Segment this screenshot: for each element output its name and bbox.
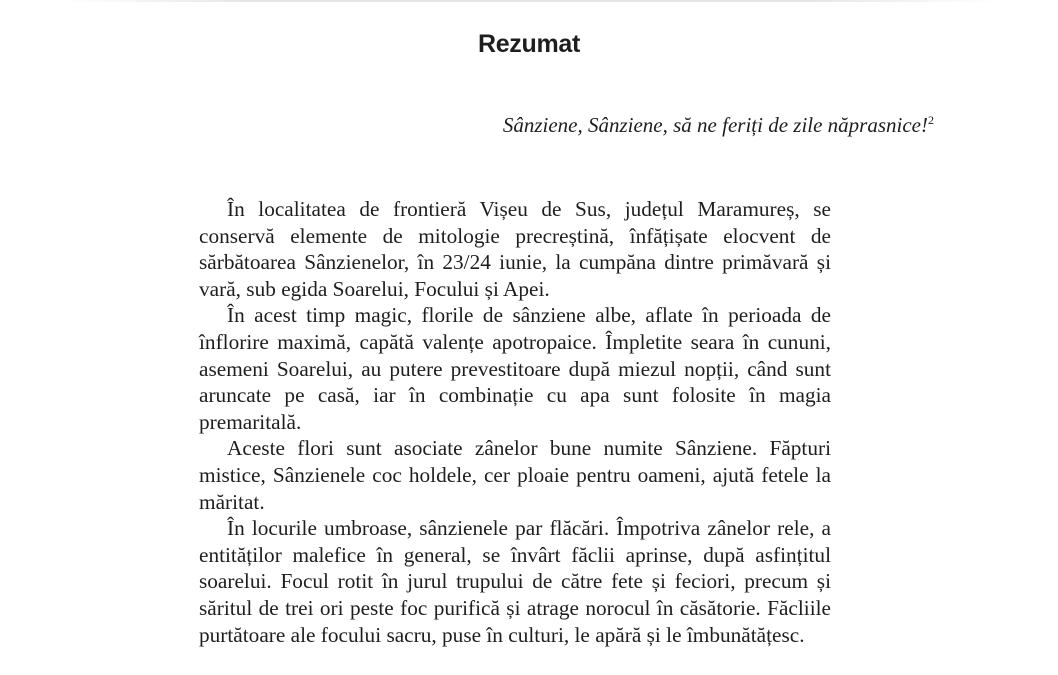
motto (503, 113, 934, 138)
page-title: Rezumat (477, 30, 581, 58)
paragraph: În acest timp magic, florile de sânziene albe, aflate în perioada de înflorire maximă, capătă valențe apotropaice. Împletite seara în cununi, asemeni Soarelui, au putere prevestitoare după miezul nopții, când sunt aruncate pe casă, iar în combinație cu apa sunt folosite în magia premaritală. (199, 303, 831, 434)
motto-text: Sânziene, Sânziene, să ne feriți de zile năprasnice! (502, 113, 928, 137)
paragraph: În localitatea de frontieră Vișeu de Sus, județul Maramureș, se conservă elemente de mitologie precreștină, înfățișate elocvent de sărbătoarea Sânzienelor, în 23/24 iunie, la cumpăna dintre primăvară și vară, sub egida Soarelui, Focului și Apei. (199, 197, 831, 301)
paragraph: În locurile umbroase, sânzienele par flăcări. Împotriva zânelor rele, a entităților malefice în general, se învârt făclii aprinse, după asfințitul soarelui. Focul rotit în jurul trupului de către fete și feciori, precum și săritul de trei ori peste foc purifică și atrage norocul în căsătorie. Făcliile purtătoare ale focului sacru, puse în culturi, le apără și le îmbunătățesc. (199, 516, 831, 647)
footnote-reference[interactable]: 2 (928, 113, 934, 127)
paragraph: Aceste flori sunt asociate zânelor bune numite Sânziene. Făpturi mistice, Sânzienele coc holdele, cer ploaie pentru oameni, ajută fetele la măritat. (199, 436, 831, 514)
top-divider (60, 0, 1000, 2)
body-text (199, 196, 831, 648)
